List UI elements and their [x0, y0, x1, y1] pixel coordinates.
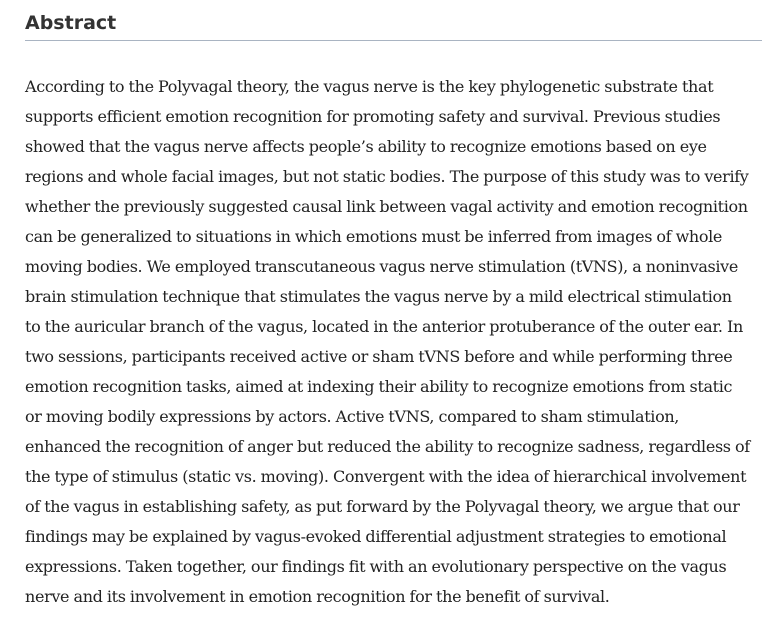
abstract-line: brain stimulation technique that stimulates the vagus nerve by a mild electrical stimulation [25, 287, 732, 306]
abstract-section [25, 0, 762, 612]
abstract-line: moving bodies. We employed transcutaneous vagus nerve stimulation (tVNS), a noninvasive [25, 257, 738, 276]
abstract-line: to the auricular branch of the vagus, located in the anterior protuberance of the outer ear. In [25, 317, 743, 336]
abstract-line: two sessions, participants received active or sham tVNS before and while performing three [25, 347, 733, 366]
abstract-line: the type of stimulus (static vs. moving). Convergent with the idea of hierarchical involvement [25, 467, 747, 486]
abstract-line: can be generalized to situations in which emotions must be inferred from images of whole [25, 227, 723, 246]
abstract-line: or moving bodily expressions by actors. Active tVNS, compared to sham stimulation, [25, 407, 680, 426]
abstract-line: whether the previously suggested causal link between vagal activity and emotion recognition [25, 197, 748, 216]
abstract-line: showed that the vagus nerve affects people’s ability to recognize emotions based on eye [25, 137, 707, 156]
abstract-body [25, 72, 762, 612]
section-heading: Abstract [25, 0, 762, 41]
abstract-line: expressions. Taken together, our findings fit with an evolutionary perspective on the vagus [25, 557, 727, 576]
abstract-line: supports efficient emotion recognition for promoting safety and survival. Previous studies [25, 107, 721, 126]
abstract-line: nerve and its involvement in emotion recognition for the benefit of survival. [25, 587, 610, 606]
abstract-line: findings may be explained by vagus-evoked differential adjustment strategies to emotional [25, 527, 727, 546]
abstract-line: enhanced the recognition of anger but reduced the ability to recognize sadness, regardless of [25, 437, 750, 456]
abstract-line: According to the Polyvagal theory, the vagus nerve is the key phylogenetic substrate that [25, 77, 714, 96]
abstract-line: emotion recognition tasks, aimed at indexing their ability to recognize emotions from static [25, 377, 733, 396]
abstract-line: of the vagus in establishing safety, as put forward by the Polyvagal theory, we argue that our [25, 497, 740, 516]
abstract-line: regions and whole facial images, but not static bodies. The purpose of this study was to verify [25, 167, 749, 186]
